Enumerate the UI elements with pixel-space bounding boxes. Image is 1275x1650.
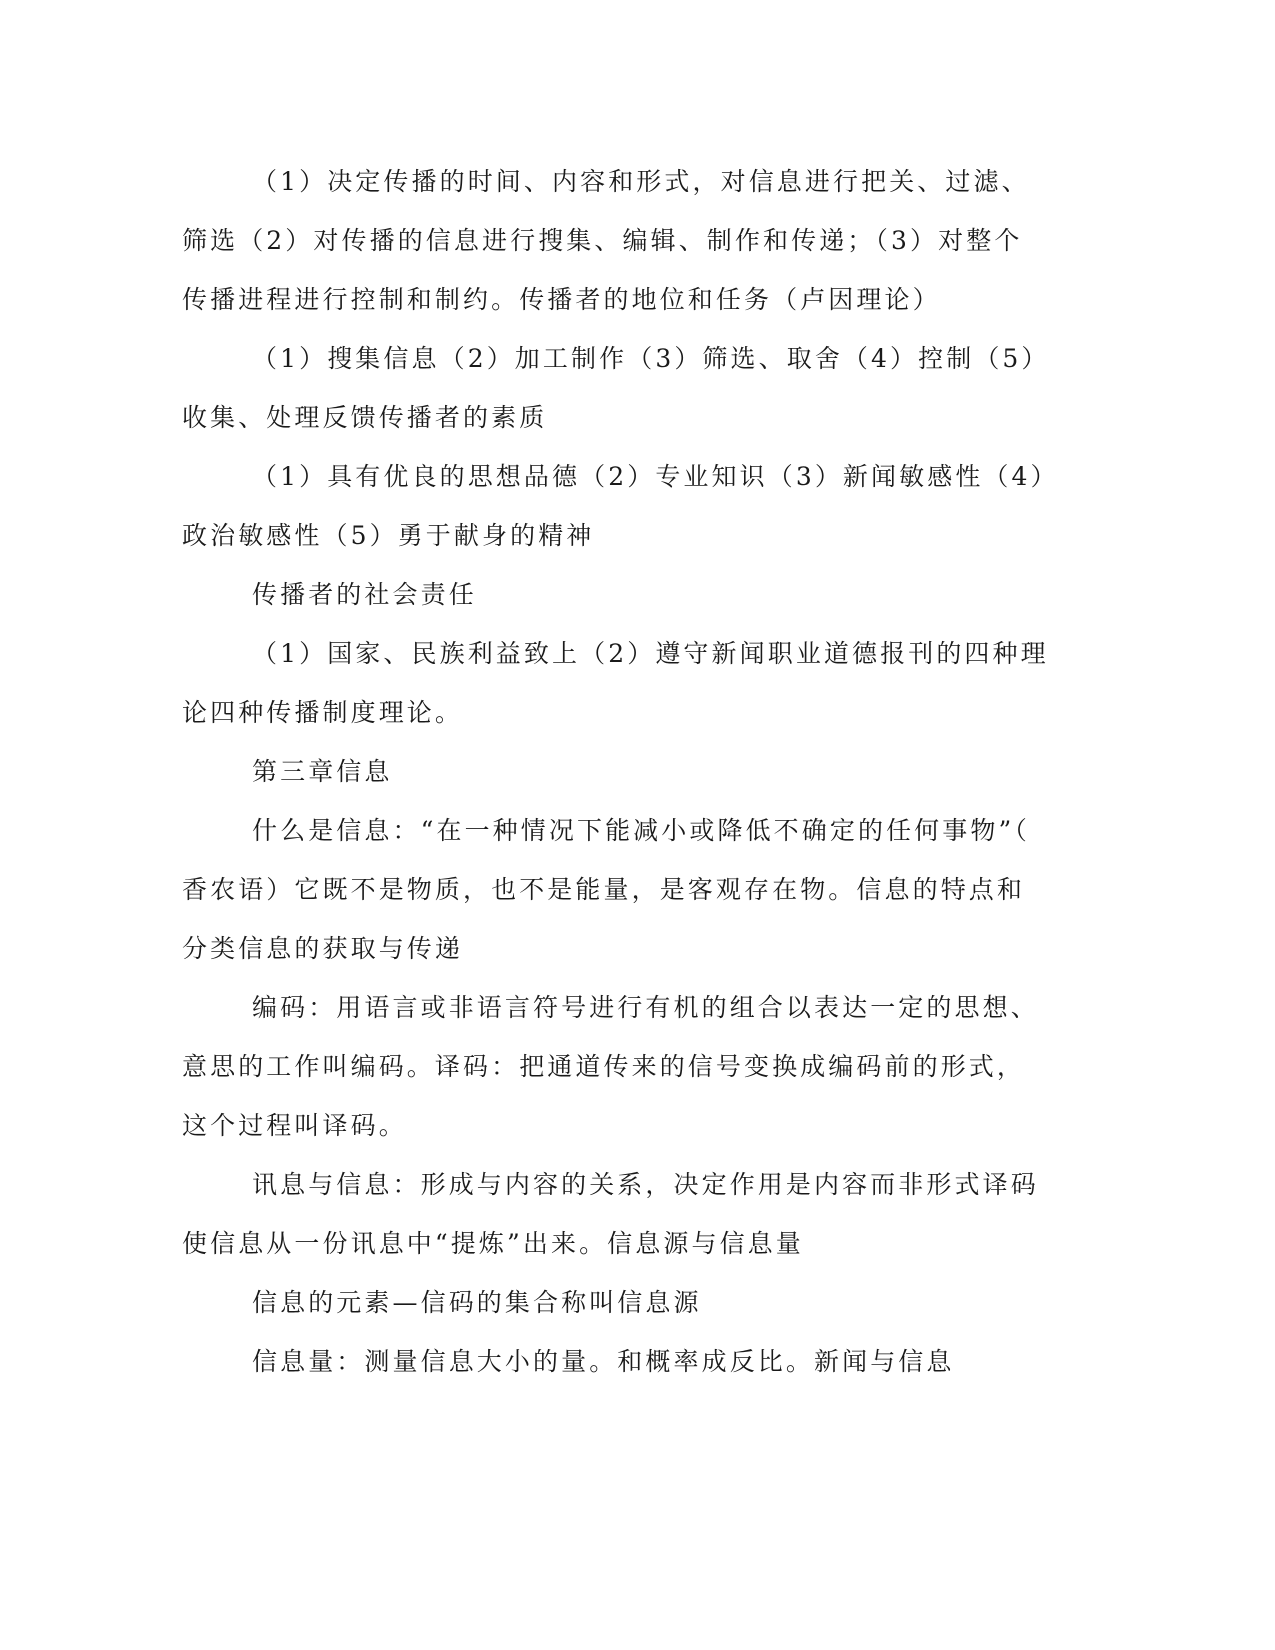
text-line: 第三章信息 <box>252 757 393 786</box>
paragraph <box>182 624 1049 742</box>
text-line: 信息的元素—信码的集合称叫信息源 <box>252 1288 702 1317</box>
text-line: 政治敏感性（5）勇于献身的精神 <box>182 521 595 550</box>
text-line: 筛选（2）对传播的信息进行搜集、编辑、制作和传递；（3）对整个 <box>182 226 1023 255</box>
paragraph <box>182 447 1059 565</box>
text-line: 论四种传播制度理论。 <box>182 698 464 727</box>
paragraph <box>182 565 1042 624</box>
text-line: 编码：用语言或非语言符号进行有机的组合以表达一定的思想、 <box>252 993 1039 1022</box>
paragraph <box>182 801 1042 978</box>
paragraph <box>182 1155 1042 1273</box>
text-line: （1）搜集信息（2）加工制作（3）筛选、取舍（4）控制（5） <box>252 344 1050 373</box>
text-line: 分类信息的获取与传递 <box>182 934 464 963</box>
document-body <box>182 152 1059 1391</box>
text-line: 传播者的社会责任 <box>252 580 477 609</box>
paragraph <box>182 329 1050 447</box>
text-line: 香农语）它既不是物质，也不是能量，是客观存在物。信息的特点和 <box>182 875 1026 904</box>
paragraph <box>182 1273 1042 1332</box>
text-line: （1）具有优良的思想品德（2）专业知识（3）新闻敏感性（4） <box>252 462 1059 491</box>
text-line: 意思的工作叫编码。译码：把通道传来的信号变换成编码前的形式， <box>182 1052 1026 1081</box>
paragraph <box>182 152 1042 329</box>
paragraph <box>182 1332 1042 1391</box>
chapter-heading <box>182 742 1042 801</box>
paragraph <box>182 978 1042 1155</box>
text-line: 使信息从一份讯息中“提炼”出来。信息源与信息量 <box>182 1229 804 1258</box>
text-line: 信息量：测量信息大小的量。和概率成反比。新闻与信息 <box>252 1347 955 1376</box>
text-line: 什么是信息：“在一种情况下能减小或降低不确定的任何事物”（ <box>252 816 1030 845</box>
text-line: 收集、处理反馈传播者的素质 <box>182 403 548 432</box>
text-line: 这个过程叫译码。 <box>182 1111 407 1140</box>
text-line: （1）国家、民族利益致上（2）遵守新闻职业道德报刊的四种理 <box>252 639 1049 668</box>
text-line: 传播进程进行控制和制约。传播者的地位和任务（卢因理论） <box>182 285 941 314</box>
text-line: 讯息与信息：形成与内容的关系，决定作用是内容而非形式译码 <box>252 1170 1039 1199</box>
text-line: （1）决定传播的时间、内容和形式，对信息进行把关、过滤、 <box>252 167 1030 196</box>
